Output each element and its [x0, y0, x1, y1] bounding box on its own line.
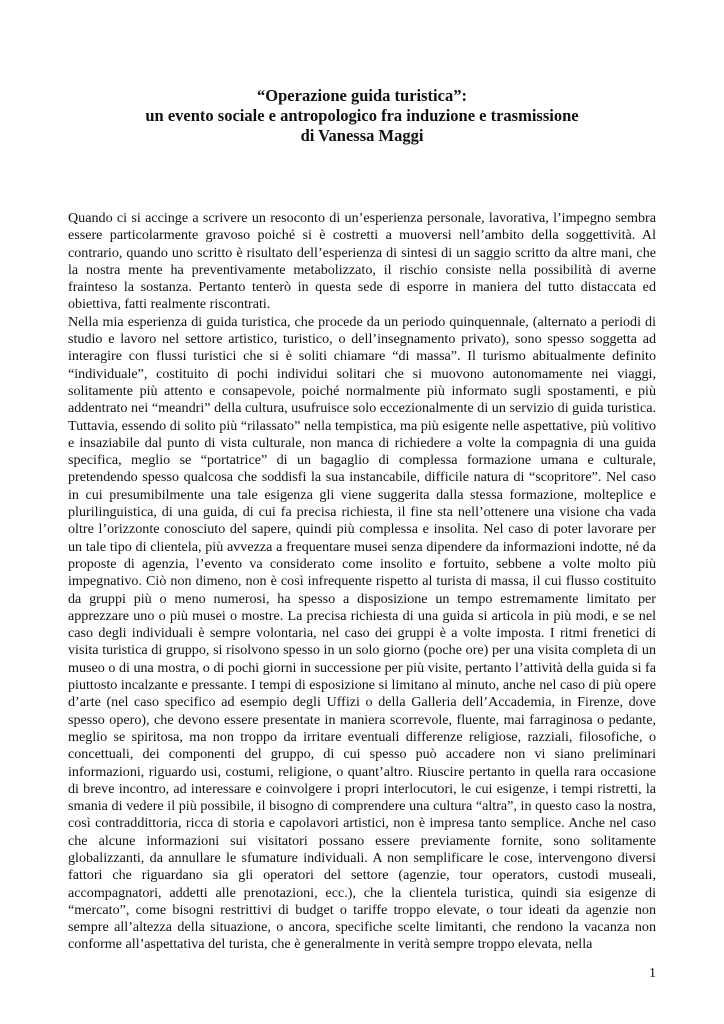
title-author: di Vanessa Maggi [300, 126, 424, 145]
document-title [60, 86, 664, 146]
paragraph-1: Quando ci si accinge a scrivere un resoconto di un’esperienza personale, lavorativa, l’impegno sembra essere particolarmente gravoso poiché si è costretti a muoversi nell’ambito della soggettività. Al contrario, quando uno scritto è risultato dell’esperienza di sintesi di un saggio scritto da altre mani, che la nostra mente ha preventivamente metabolizzato, il rischio consiste nella possibilità di averne frainteso la sostanza. Pertanto tenterò in questa sede di esporre in maniera del tutto distaccata ed obiettiva, fatti realmente riscontrati. [68, 210, 656, 313]
page-number: 1 [649, 966, 656, 981]
title-line-1: “Operazione guida turistica”: [257, 86, 467, 105]
paragraph-2: Nella mia esperienza di guida turistica, che procede da un periodo quinquennale, (alternato a periodi di studio e lavoro nel settore artistico, turistico, o dell’insegnamento privato), sono spesso soggetta ad interagire con flussi turistici che si è soliti chiamare “di massa”. Il turismo abitualmente definito “individuale”, costituito di pochi individui solitari che si muovono autonomamente nei viaggi, solitamente più attento e consapevole, poiché normalmente più informato sugli spostamenti, e più addentrato nei “meandri” della cultura, usufruisce solo eccezionalmente di un servizio di guida turistica. Tuttavia, essendo di solito più “rilassato” nella tempistica, ma più esigente nelle aspettative, più volitivo e insaziabile dal punto di vista culturale, non manca di richiedere a volte la compagnia di una guida specifica, meglio se “portatrice” di un bagaglio di complessa formazione umana e culturale, pretendendo spesso qualcosa che soddisfi la sua instancabile, difficile natura di “scopritore”. Nel caso in cui presumibilmente una tale esigenza gli viene suggerita dalla stessa formazione, molteplice e plurilinguistica, di una guida, di cui fa precisa richiesta, il fine sta nell’ottenere una visione cha vada oltre l’orizzonte conosciuto del sapere, quindi più complessa e insolita. Nel caso di poter lavorare per un tale tipo di clientela, più avvezza a frequentare musei senza dipendere da informazioni indotte, né da proposte di agenzia, l’evento va considerato come insolito e fortuito, sebbene a volte molto più impegnativo. Ciò non dimeno, non è così infrequente rispetto al turista di massa, il cui flusso costituito da gruppi più o meno numerosi, ha spesso a disposizione un tempo estremamente limitato per apprezzare uno o più musei o mostre. La precisa richiesta di una guida si articola in più modi, e se nel caso degli individuali è sempre volontaria, nel caso dei gruppi è a volte imposta. I ritmi frenetici di visita turistica di gruppo, si risolvono spesso in un solo giorno (poche ore) per una visita completa di un museo o di una mostra, o di pochi giorni in successione per più visite, pertanto l’attività della guida si fa piuttosto incalzante e pressante. I tempi di esposizione si limitano al minuto, anche nel caso di più opere d’arte (nel caso specifico ad esempio degli Uffizi o della Galleria dell’Accademia, in Firenze, dove spesso opero), che devono essere presentate in maniera scorrevole, fluente, mai farraginosa o pedante, meglio se spiritosa, ma non troppo da irritare eventuali differenze religiose, razziali, filosofiche, o concettuali, dei componenti del gruppo, di cui spesso può accadere non vi siano preliminari informazioni, riguardo usi, costumi, religione, o quant’altro. Riuscire pertanto in quella rara occasione di breve incontro, ad interessare e coinvolgere i propri interlocutori, le cui esigenze, i tempi ristretti, la smania di vedere il più possibile, il bisogno di comprendere una cultura “altra”, in questo caso la nostra, così contraddittoria, ricca di storia e capolavori artistici, non è impresa tanto semplice. Anche nel caso che alcune informazioni sui visitatori possano essere previamente fornite, sono solitamente globalizzanti, da annullare le sfumature individuali. A non semplificare le cose, intervengono diversi fattori che riguardano sia gli operatori del settore (agenzie, tour operators, custodi museali, accompagnatori, addetti alle prenotazioni, ecc.), che la clientela turistica, quindi sia esigenze di “mercato”, come bisogni restrittivi di budget o tariffe troppo elevate, o tour ideati da agenzie non sempre all’altezza della situazione, o ancora, specifiche scelte limitanti, che rendono la vacanza non conforme all’aspettativa del turista, che è generalmente in verità sempre troppo elevata, nella [68, 313, 656, 953]
title-line-2: un evento sociale e antropologico fra induzione e trasmissione [145, 106, 579, 125]
document-body [68, 210, 656, 954]
